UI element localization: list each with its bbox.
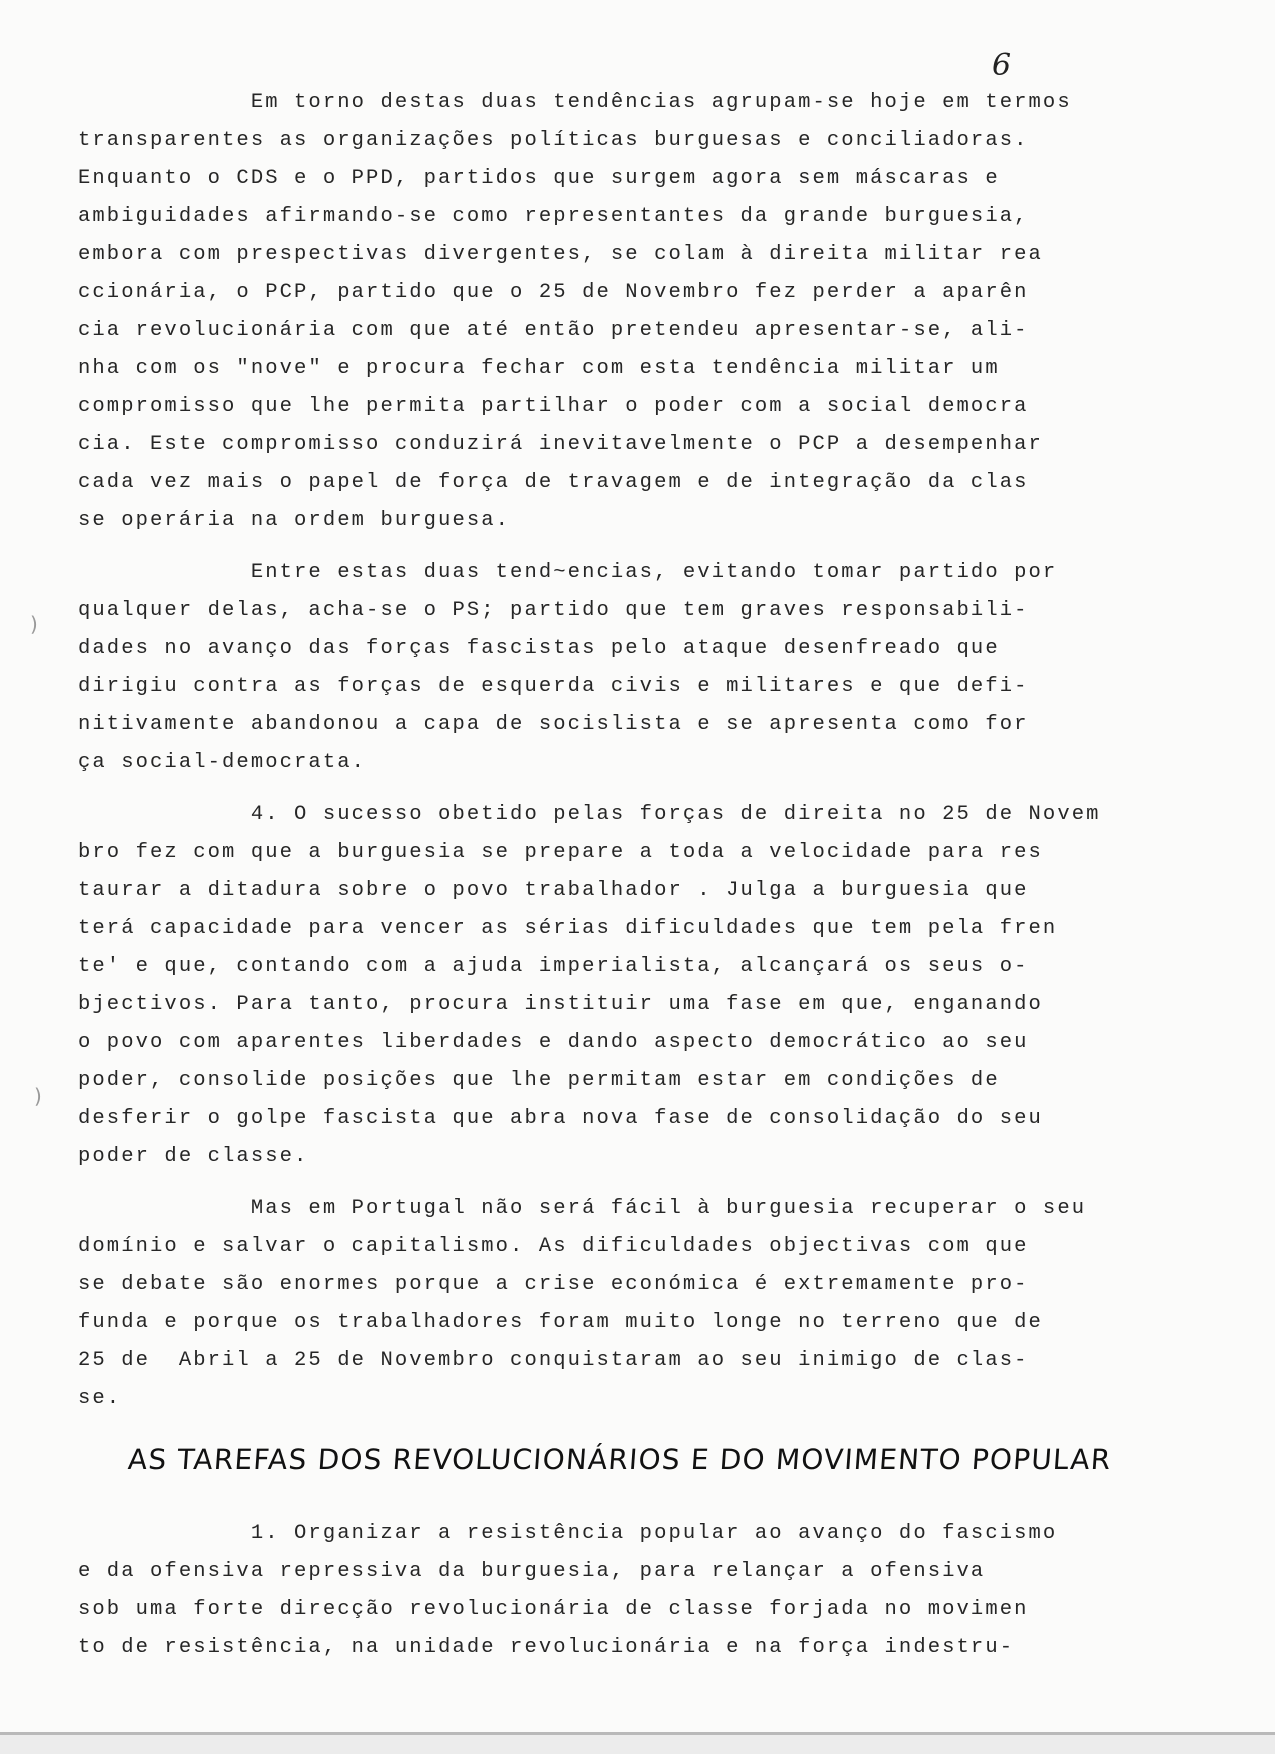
paragraph-1 — [78, 84, 1138, 540]
text-line: to de resistência, na unidade revolucionária e na força indestru- — [78, 1636, 1015, 1659]
page-number: 6 — [992, 48, 1012, 83]
text-line: Em torno destas duas tendências agrupam-se hoje em termos — [78, 91, 1072, 114]
text-line: sob uma forte direcção revolucionária de classe forjada no movimen — [78, 1598, 1029, 1621]
text-line: transparentes as organizações políticas burguesas e conciliadoras. — [78, 129, 1029, 152]
paragraph-3 — [78, 796, 1138, 1176]
section-heading: AS TAREFAS DOS REVOLUCIONÁRIOS E DO MOVIMENTO POPULAR — [126, 1443, 1113, 1476]
text-line: ambiguidades afirmando-se como representantes da grande burguesia, — [78, 205, 1029, 228]
text-line: se operária na ordem burguesa. — [78, 509, 511, 532]
paragraph-2 — [78, 554, 1138, 782]
text-line: ça social-democrata. — [78, 751, 367, 774]
text-line: 4. O sucesso obetido pelas forças de direita no 25 de Novem — [78, 803, 1101, 826]
text-line: bjectivos. Para tanto, procura instituir uma fase em que, enganando — [78, 993, 1043, 1016]
text-line: Enquanto o CDS e o PPD, partidos que surgem agora sem máscaras e — [78, 167, 1000, 190]
text-line: domínio e salvar o capitalismo. As dificuldades objectivas com que — [78, 1235, 1029, 1258]
text-line: cia revolucionária com que até então pretendeu apresentar-se, ali- — [78, 319, 1029, 342]
text-line: poder, consolide posições que lhe permitam estar em condições de — [78, 1069, 1000, 1092]
text-line: embora com prespectivas divergentes, se colam à direita militar rea — [78, 243, 1043, 266]
text-line: funda e porque os trabalhadores foram muito longe no terreno que de — [78, 1311, 1043, 1334]
text-line: te' e que, contando com a ajuda imperialista, alcançará os seus o- — [78, 955, 1029, 978]
text-line: se debate são enormes porque a crise económica é extremamente pro- — [78, 1273, 1029, 1296]
body-text — [78, 84, 1138, 1432]
text-line: bro fez com que a burguesia se prepare a toda a velocidade para res — [78, 841, 1043, 864]
page-bottom-shadow — [0, 1735, 1275, 1754]
text-line: e da ofensiva repressiva da burguesia, para relançar a ofensiva — [78, 1560, 986, 1583]
text-line: qualquer delas, acha-se o PS; partido que tem graves responsabili- — [78, 599, 1029, 622]
text-line: nha com os "nove" e procura fechar com esta tendência militar um — [78, 357, 1000, 380]
text-line: cada vez mais o papel de força de travagem e de integração da clas — [78, 471, 1029, 494]
text-line: terá capacidade para vencer as sérias dificuldades que tem pela fren — [78, 917, 1058, 940]
text-line: Entre estas duas tend~encias, evitando tomar partido por — [78, 561, 1058, 584]
text-line: nitivamente abandonou a capa de socislista e se apresenta como for — [78, 713, 1029, 736]
punch-hole-mark: ) — [30, 612, 38, 636]
text-line: compromisso que lhe permita partilhar o poder com a social democra — [78, 395, 1029, 418]
punch-hole-mark: ) — [34, 1084, 42, 1108]
text-line: o povo com aparentes liberdades e dando aspecto democrático ao seu — [78, 1031, 1029, 1054]
text-line: ccionária, o PCP, partido que o 25 de Novembro fez perder a aparên — [78, 281, 1029, 304]
text-line: Mas em Portugal não será fácil à burguesia recuperar o seu — [78, 1197, 1087, 1220]
section-2-text — [78, 1515, 1138, 1667]
text-line: taurar a ditadura sobre o povo trabalhador . Julga a burguesia que — [78, 879, 1029, 902]
text-line: desferir o golpe fascista que abra nova fase de consolidação do seu — [78, 1107, 1043, 1130]
text-line: 1. Organizar a resistência popular ao avanço do fascismo — [78, 1522, 1058, 1545]
text-line: cia. Este compromisso conduzirá inevitavelmente o PCP a desempenhar — [78, 433, 1043, 456]
text-line: 25 de Abril a 25 de Novembro conquistaram ao seu inimigo de clas- — [78, 1349, 1029, 1372]
text-line: dades no avanço das forças fascistas pelo ataque desenfreado que — [78, 637, 1000, 660]
text-line: se. — [78, 1387, 122, 1410]
text-line: dirigiu contra as forças de esquerda civis e militares e que defi- — [78, 675, 1029, 698]
paragraph-4 — [78, 1190, 1138, 1418]
text-line: poder de classe. — [78, 1145, 309, 1168]
